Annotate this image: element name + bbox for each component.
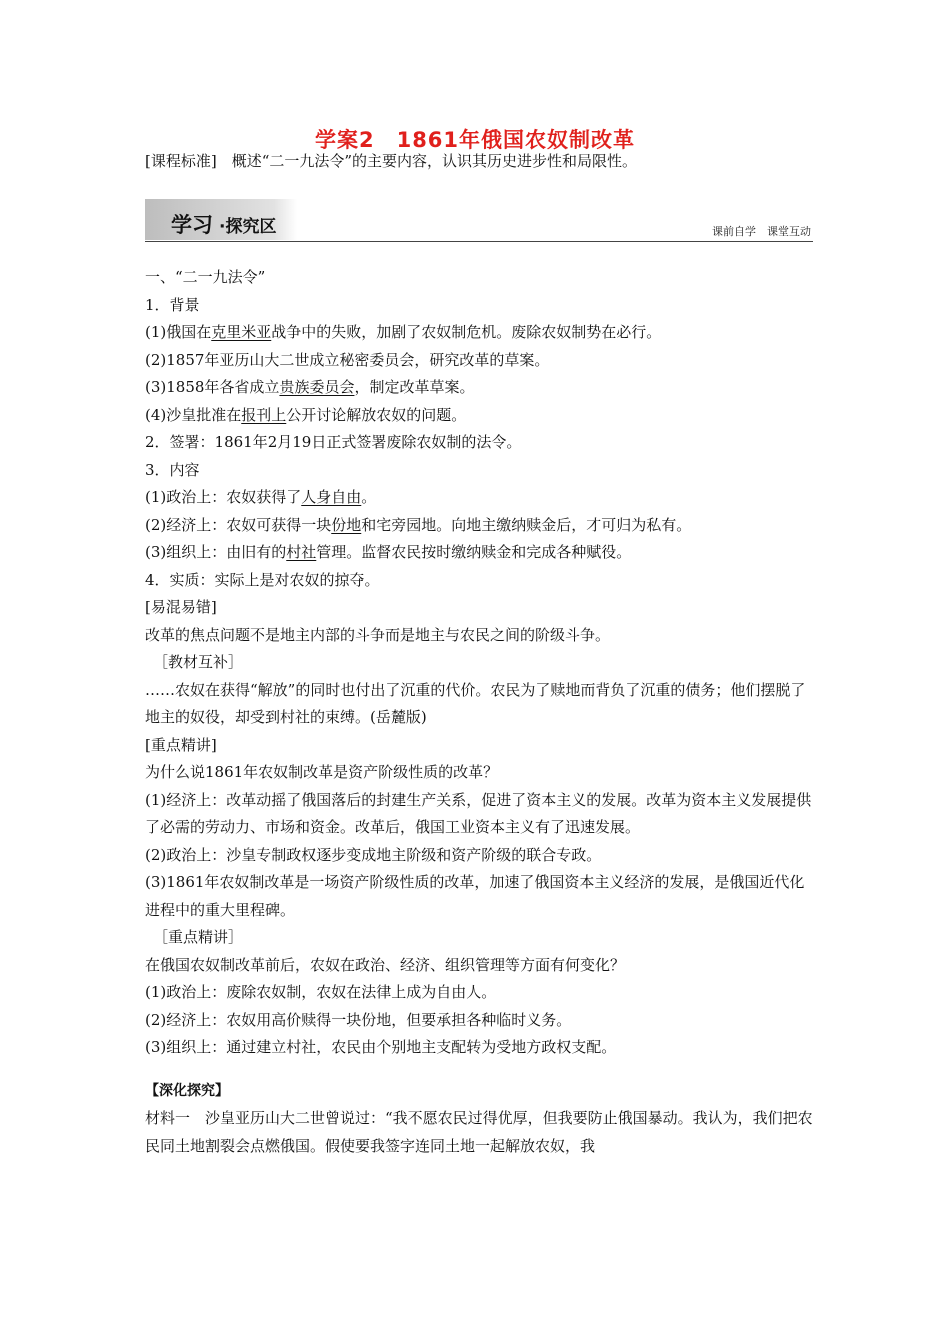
background-item-1: (1)俄国在克里米亚战争中的失败，加剧了农奴制危机。废除农奴制势在必行。 bbox=[145, 323, 662, 341]
key-points-item-1: (1)经济上：改革动摇了俄国落后的封建生产关系，促进了资本主义的发展。改革为资本主义发展提供了必需的劳动力、市场和资金。改革后，俄国工业资本主义有了迅速发展。 bbox=[145, 790, 812, 836]
course-standard: [课程标准] 概述“二一九法令”的主要内容，认识其历史进步性和局限性。 bbox=[145, 152, 638, 170]
key-points-2-question: 在俄国农奴制改革前后，农奴在政治、经济、组织管理等方面有何变化？ bbox=[145, 955, 626, 974]
key-points-2-item-1: (1)政治上：废除农奴制，农奴在法律上成为自由人。 bbox=[145, 983, 497, 1001]
document-body bbox=[145, 264, 817, 1160]
confuse-text: 改革的焦点问题不是地主内部的斗争而是地主与农民之间的阶级斗争。 bbox=[145, 625, 611, 644]
section-header-main: 学习 bbox=[171, 213, 213, 237]
content-item-1: (1)政治上：农奴获得了人身自由。 bbox=[145, 488, 377, 506]
fill-blank: 份地 bbox=[331, 515, 362, 534]
deep-inquiry-tag: 【深化探究】 bbox=[145, 1082, 229, 1099]
page-title: 学案2 1861年俄国农奴制改革 bbox=[314, 128, 636, 152]
signing: 2．签署：1861年2月19日正式签署废除农奴制的法令。 bbox=[145, 433, 522, 451]
background-title: 1．背景 bbox=[145, 295, 200, 314]
material-one: 材料一 沙皇亚历山大二世曾说过：“我不愿农民过得优厚，但我要防止俄国暴动。我认为，我们把农民同土地割裂会点燃俄国。假使要我签字连同土地一起解放农奴，我 bbox=[145, 1109, 813, 1155]
fill-blank: 贵族委员会 bbox=[279, 378, 355, 396]
background-item-3: (3)1858年各省成立贵族委员会，制定改革草案。 bbox=[145, 378, 475, 396]
key-points-item-3: (3)1861年农奴制改革是一场资产阶级性质的改革，加速了俄国资本主义经济的发展，是俄国近代化进程中的重大里程碑。 bbox=[145, 873, 805, 919]
background-item-2: (2)1857年亚历山大二世成立秘密委员会，研究改革的草案。 bbox=[145, 350, 550, 369]
essence: 4．实质：实际上是对农奴的掠夺。 bbox=[145, 570, 380, 589]
fill-blank: 村社 bbox=[286, 543, 317, 561]
confuse-tag: [易混易错] bbox=[145, 598, 217, 616]
fill-blank: 人身自由 bbox=[301, 488, 362, 506]
key-points-question: 为什么说1861年农奴制改革是资产阶级性质的改革？ bbox=[145, 763, 499, 781]
key-points-item-2: (2)政治上：沙皇专制政权逐步变成地主阶级和资产阶级的联合专政。 bbox=[145, 845, 602, 864]
supplement-text: ……农奴在获得“解放”的同时也付出了沉重的代价。农民为了赎地而背负了沉重的债务；他们摆脱了地主的奴役，却受到村社的束缚。(岳麓版) bbox=[145, 680, 806, 726]
fill-blank: 克里米亚 bbox=[211, 323, 272, 341]
content-item-3: (3)组织上：由旧有的村社管理。监督农民按时缴纳赎金和完成各种赋役。 bbox=[145, 543, 632, 561]
background-item-4: (4)沙皇批准在报刊上公开讨论解放农奴的问题。 bbox=[145, 405, 467, 424]
fill-blank: 报刊上 bbox=[241, 405, 287, 424]
content-item-2: (2)经济上：农奴可获得一块份地和宅旁园地。向地主缴纳赎金后，才可归为私有。 bbox=[145, 515, 692, 534]
supplement-tag: ［教材互补］ bbox=[153, 653, 244, 671]
section-header-sub: ·探究区 bbox=[219, 217, 277, 237]
section-heading: 一、“二一九法令” bbox=[145, 268, 266, 286]
key-points-2-tag: ［重点精讲］ bbox=[153, 928, 244, 946]
key-points-tag: [重点精讲] bbox=[145, 735, 217, 754]
content-title: 3．内容 bbox=[145, 460, 200, 479]
section-header bbox=[145, 199, 813, 242]
key-points-2-item-3: (3)组织上：通过建立村社，农民由个别地主支配转为受地方政权支配。 bbox=[145, 1038, 617, 1056]
key-points-2-item-2: (2)经济上：农奴用高价赎得一块份地，但要承担各种临时义务。 bbox=[145, 1010, 572, 1029]
section-header-right: 课前自学 课堂互动 bbox=[712, 225, 811, 238]
